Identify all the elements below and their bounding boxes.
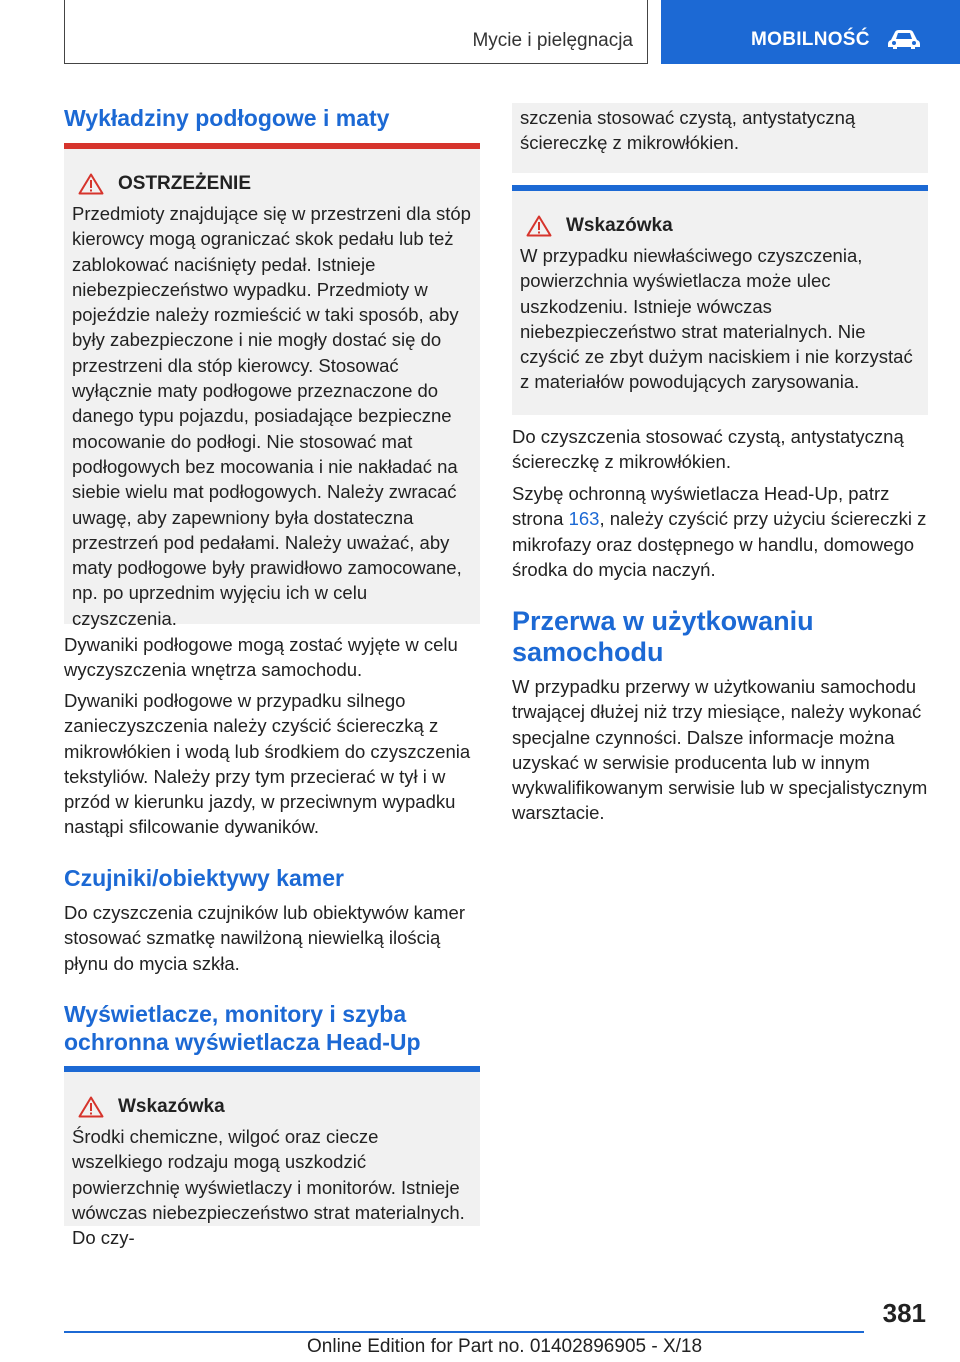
paragraph-mats-cleaning: Dywaniki podłogowe w przypadku silnego zanieczyszczenia należy czyścić ściereczką z mikrowłókien i wodą lub środkiem do czyszczenia tekstyliów. Należy przy tym przecierać w tył i w przód w kierunku jazdy, w przeciwnym wypadku nastąpi sfilcowanie dywaników. (64, 690, 471, 838)
paragraph-cleaning-cloth: Do czyszczenia stosować czystą, antystatyczną ściereczkę z mikrowłókien. (512, 426, 904, 473)
note-label: Wskazówka (566, 215, 673, 236)
heading-floor-mats: Wykładziny podłogowe i maty (64, 105, 390, 131)
note-box-improper-cleaning (512, 185, 928, 415)
paragraph-hud-glass (512, 481, 928, 582)
warning-triangle-icon (78, 173, 104, 195)
header-section-box (64, 0, 648, 64)
header-chapter-tab (661, 0, 960, 64)
header-chapter-label: MOBILNOŚĆ (751, 29, 870, 50)
note-box-chemicals (64, 1066, 480, 1249)
note-continuation-text: szczenia stosować czystą, antystatyczną ściereczkę z mikrowłókien. (520, 107, 856, 154)
note-header (520, 209, 920, 243)
heading-sensors: Czujniki/obiektywy kamer (64, 865, 344, 891)
paragraph-mats-removal: Dywaniki podłogowe mogą zostać wyjęte w celu wyczyszczenia wnętrza samochodu. (64, 634, 458, 681)
warning-header (72, 167, 472, 201)
heading-storage-line1: Przerwa w użytkowaniu (512, 606, 814, 636)
paragraph-storage: W przypadku przerwy w użytkowaniu samochodu trwającej dłużej niż trzy miesiące, należy wykonać specjalne czynności. Dalsze informacje można uzyskać w serwisie producenta lub w innym wykwalifikowanym serwisie lub w specjalistycznym warsztacie. (512, 676, 928, 824)
note-box-continuation (512, 103, 928, 173)
warning-label: OSTRZEŻENIE (118, 173, 252, 194)
note-header (72, 1090, 472, 1124)
warning-triangle-icon (78, 1096, 104, 1118)
footer-divider (64, 1331, 864, 1333)
footer-edition: Online Edition for Part no. 01402896905 - X/18 (307, 1336, 703, 1357)
heading-displays-line2: ochronna wyświetlacza Head-Up (64, 1029, 421, 1055)
note-text: Środki chemiczne, wilgoć oraz ciecze wszelkiego rodzaju mogą uszkodzić powierzchnię wyświetlaczy i monitorów. Istnieje wówczas niebezpieczeństwo strat materialnych. Do czy- (72, 1126, 465, 1249)
heading-displays-line1: Wyświetlacze, monitory i szyba (64, 1001, 407, 1027)
page-number: 381 (882, 1298, 926, 1328)
warning-box (64, 143, 480, 629)
warning-text: Przedmioty znajdujące się w przestrzeni dla stóp kierowcy mogą ograniczać skok pedału lub też zablokować naciśnięty pedał. Istnieje niebezpieczeństwo wypadku. Przedmioty w pojeździe należy rozmieścić w taki sposób, aby były zabezpieczone i nie mogły dostać się do przestrzeni dla stóp kierowcy. Stosować wyłącznie maty podłogowe przeznaczone do danego typu pojazdu, posiadające bezpieczne mocowanie do podłogi. Nie stosować mat podłogowych bez mocowania i nie nakładać na siebie wielu mat podłogowych. Należy zwracać uwagę, aby zapewniony była dostateczna przestrzeń pod pedałami. Należy uważać, aby maty podłogowe były prawidłowo zamocowane, np. po uprzednim wyjęciu ich w celu czyszczenia. (72, 203, 471, 629)
paragraph-sensors: Do czyszczenia czujników lub obiektywów kamer stosować szmatkę nawilżoną niewielką ilością płynu do mycia szkła. (64, 902, 465, 974)
car-icon (887, 28, 921, 50)
note-text: W przypadku niewłaściwego czyszczenia, powierzchnia wyświetlacza może ulec uszkodzeniu. Istnieje wówczas niebezpieczeństwo strat materialnych. Nie czyścić ze zbyt dużym naciskiem i nie korzystać z materiałów powodujących zarysowania. (520, 245, 913, 393)
heading-storage-line2: samochodu (512, 637, 664, 667)
hud-text-b: , należy czyścić przy użyciu ściereczki z mikrofazy oraz dostępnego w handlu, domowego środka do mycia naczyń. (512, 508, 927, 580)
warning-triangle-icon (526, 215, 552, 237)
hud-text-a: Szybę ochronną wyświetlacza Head-Up, patrz strona (512, 483, 890, 530)
note-label: Wskazówka (118, 1096, 225, 1117)
page-link-163[interactable]: 163 (568, 508, 600, 530)
header-section-title: Mycie i pielęgnacja (472, 30, 633, 51)
